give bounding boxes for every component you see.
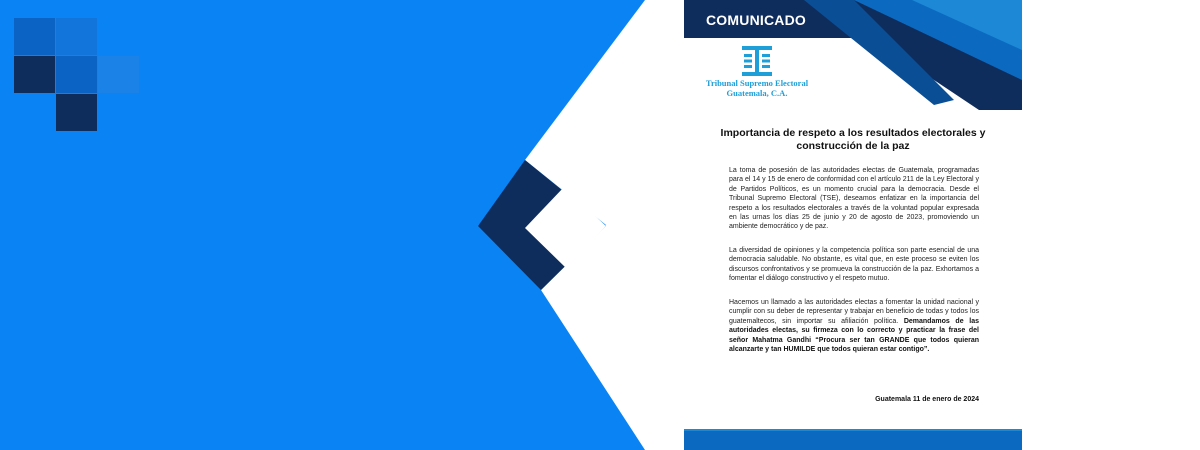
document-title: Importancia de respeto a los resultados electorales y construcción de la paz (720, 127, 986, 152)
tse-emblem-icon (740, 44, 774, 78)
footer-bar (684, 431, 1022, 450)
paragraph-3 (729, 298, 979, 354)
square-tile (56, 94, 97, 131)
tse-logo (702, 44, 812, 98)
square-tile (56, 18, 97, 55)
place-and-date: Guatemala 11 de enero de 2024 (875, 396, 979, 403)
paragraph-1: La toma de posesión de las autoridades electas de Guatemala, programadas para el 14 y 15 de enero de conformidad con el artículo 211 de la Ley Electoral y de Partidos Políticos, es un momento crucial para la democracia. Desde el Tribunal Supremo Electoral (TSE), deseamos enfatizar en la importancia del respeto a los resultados electorales a través de la voluntad popular expresada en las urnas los días 25 de junio y 20 de agosto de 2023, promoviendo un ambiente democrático y de paz. (729, 167, 979, 231)
logo-line-1: Tribunal Supremo Electoral (705, 78, 809, 88)
paragraph-3-bold-text: Demandamos de las autoridades electas, su firmeza con lo correcto y practicar la frase del señor Mahatma Gandhi “Procura ser tan GRANDE que todos quieran alcanzarte y tan HUMILDE que todos quieran estar contigo”. (729, 317, 979, 354)
header-label: COMUNICADO (706, 12, 806, 28)
square-tile (98, 56, 139, 93)
square-tile (56, 56, 97, 93)
press-release-document (684, 0, 1022, 450)
square-tile (14, 18, 55, 55)
logo-line-2: Guatemala, C.A. (726, 88, 788, 98)
square-tile (14, 56, 55, 93)
paragraph-3-text: Hacemos un llamado a las autoridades electas a fomentar la unidad nacional y cumplir con su deber de representar y trabajar en beneficio de todas y todos los guatemaltecos, sin importar su afiliación política. (729, 299, 979, 325)
paragraph-2: La diversidad de opiniones y la competencia política son parte esencial de una democracia saludable. No obstante, es vital que, en este proceso se eviten los discursos confrontativos y se promueva la construcción de la paz. Exhortamos a fomentar el diálogo constructivo y el respeto mutuo. (729, 247, 979, 283)
